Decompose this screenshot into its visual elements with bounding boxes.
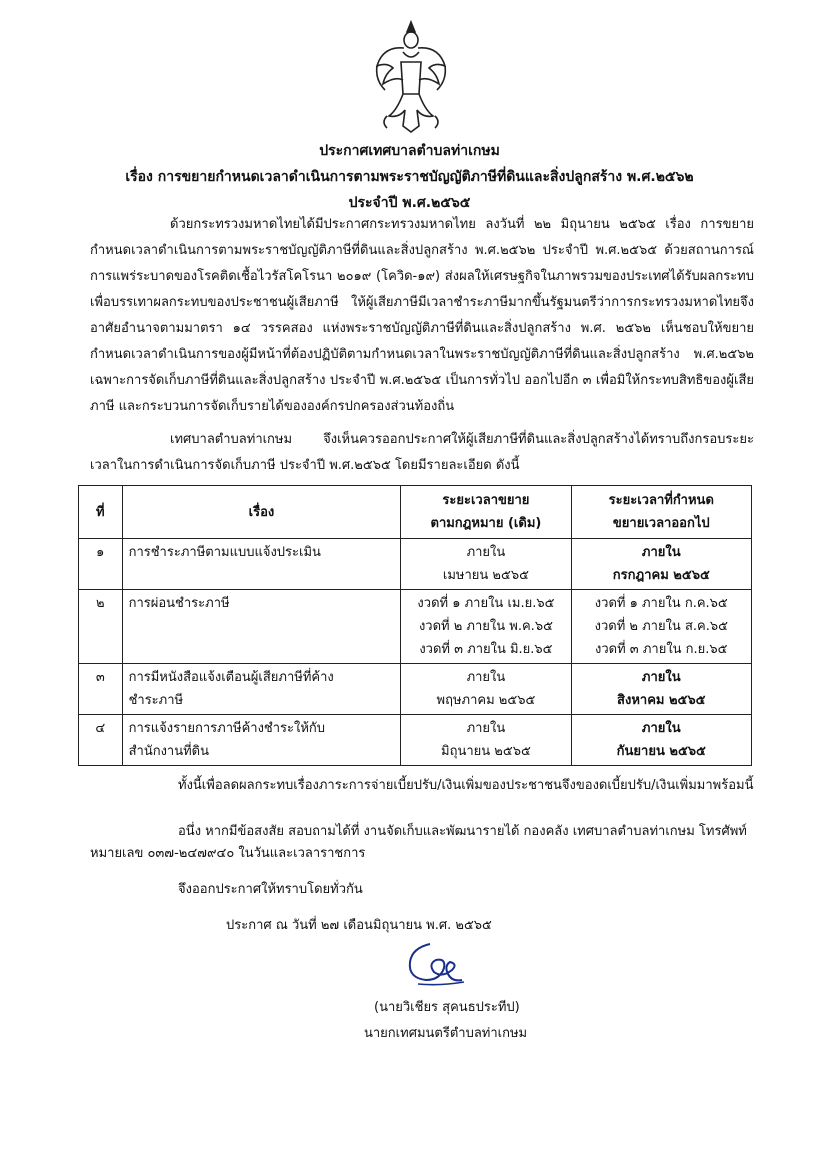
col-header-no: ที่	[79, 486, 123, 539]
row-old-line: ภายใน	[466, 721, 506, 736]
row-new-line: งวดที่ ๓ ภายใน ก.ย.๖๕	[595, 642, 728, 657]
row-new-line: ภายใน	[641, 545, 681, 560]
row-subject	[122, 715, 401, 766]
row-old-line: เมษายน ๒๕๖๕	[442, 568, 529, 583]
row-new-line: งวดที่ ๑ ภายใน ก.ค.๖๕	[594, 596, 728, 611]
row-subject	[122, 664, 401, 715]
row-old-period	[401, 715, 571, 766]
signer-title: นายกเทศมนตรีตำบลท่าเกษม	[364, 1026, 528, 1041]
signature-icon	[400, 940, 470, 988]
row-number: ๑	[79, 539, 123, 590]
announcement-subject: เรื่อง การขยายกำหนดเวลาดำเนินการตามพระราชบัญญัติภาษีที่ดินและสิ่งปลูกสร้าง พ.ศ.๒๕๖๒	[125, 169, 694, 185]
row-old-period	[401, 590, 571, 664]
row-old-line: งวดที่ ๓ ภายใน มิ.ย.๖๕	[419, 642, 553, 657]
row-new-period	[571, 590, 751, 664]
row-new-line: กรกฎาคม ๒๕๖๕	[612, 568, 710, 583]
row-subject	[122, 590, 401, 664]
garuda-emblem-icon	[373, 18, 449, 136]
footer-contact-line2: หมายเลข ๐๓๗-๒๔๗๙๔๐ ในวันและเวลาราชการ	[90, 846, 366, 861]
table-row	[79, 664, 752, 715]
row-subject	[122, 539, 401, 590]
row-new-period	[571, 664, 751, 715]
row-new-period	[571, 539, 751, 590]
announcement-year: ประจำปี พ.ศ.๒๕๖๕	[348, 195, 471, 211]
row-old-line: งวดที่ ๒ ภายใน พ.ค.๖๕	[418, 619, 553, 634]
col-header-old-period	[401, 486, 571, 539]
announcement-org: ประกาศเทศบาลตำบลท่าเกษม	[319, 143, 500, 159]
row-old-line: มิถุนายน ๒๕๖๕	[441, 744, 531, 759]
table-row	[79, 539, 752, 590]
row-number: ๓	[79, 664, 123, 715]
table-header-row	[79, 486, 752, 539]
row-old-line: พฤษภาคม ๒๕๖๕	[436, 693, 536, 708]
row-new-line: กันยายน ๒๕๖๕	[616, 744, 706, 759]
row-old-line: ภายใน	[466, 670, 506, 685]
announcement-date: ประกาศ ณ วันที่ ๒๗ เดือนมิถุนายน พ.ศ. ๒๕๖๕	[226, 918, 492, 933]
table-row	[79, 715, 752, 766]
row-subject-line: การแจ้งรายการภาษีค้างชำระให้กับ	[128, 721, 326, 736]
footer-note-penalty: ทั้งนี้เพื่อลดผลกระทบเรื่องภาระการจ่ายเบี้ยปรับ/เงินเพิ่มของประชาชนจึงของดเบี้ยปรับ/เงินเพิ่มมาพร้อมนี้	[178, 778, 754, 793]
col-header-old-line2: ตามกฎหมาย (เดิม)	[430, 516, 542, 531]
row-new-line: ภายใน	[641, 721, 681, 736]
row-old-period	[401, 664, 571, 715]
row-subject-line: การมีหนังสือแจ้งเตือนผู้เสียภาษีที่ค้าง	[128, 670, 334, 685]
col-header-old-line1: ระยะเวลาขยาย	[442, 493, 530, 508]
row-new-line: สิงหาคม ๒๕๖๕	[617, 693, 706, 708]
col-header-new-period	[571, 486, 751, 539]
row-old-period	[401, 539, 571, 590]
footer-contact-line1: อนึ่ง หากมีข้อสงสัย สอบถามได้ที่ งานจัดเก็บและพัฒนารายได้ กองคลัง เทศบาลตำบลท่าเกษม โทรศัพท์	[178, 824, 747, 839]
row-subject-line: การชำระภาษีตามแบบแจ้งประเมิน	[128, 545, 321, 560]
row-subject-line: การผ่อนชำระภาษี	[128, 596, 230, 611]
body-paragraph-1: ด้วยกระทรวงมหาดไทยได้มีประกาศกระทรวงมหาดไทย ลงวันที่ ๒๒ มิถุนายน ๒๕๖๕ เรื่อง การขยายกำหนดเวลาดำเนินการตามพระราชบัญญัติภาษีที่ดินและสิ่งปลูกสร้าง พ.ศ.๒๕๖๒ ประจำปี พ.ศ.๒๕๖๕ ด้วยสถานการณ์การแพร่ระบาดของโรคติดเชื้อไวรัสโคโรนา ๒๐๑๙ (โควิด-๑๙) ส่งผลให้เศรษฐกิจในภาพรวมของประเทศได้รับผลกระทบ เพื่อบรรเทาผลกระทบของประชาชนผู้เสียภาษี ให้ผู้เสียภาษีมีเวลาชำระภาษีมากขึ้นรัฐมนตรีว่าการกระทรวงมหาดไทยจึงอาศัยอำนาจตามมาตรา ๑๔ วรรคสอง แห่งพระราชบัญญัติภาษีที่ดินและสิ่งปลูกสร้าง พ.ศ. ๒๕๖๒ เห็นชอบให้ขยายกำหนดเวลาดำเนินการของผู้มีหน้าที่ต้องปฏิบัติตามกำหนดเวลาในพระราชบัญญัติภาษีที่ดินและสิ่งปลูกสร้าง พ.ศ.๒๕๖๒ เฉพาะการจัดเก็บภาษีที่ดินและสิ่งปลูกสร้าง ประจำปี พ.ศ.๒๕๖๕ เป็นการทั่วไป ออกไปอีก ๓ เพื่อมิให้กระทบสิทธิของผู้เสียภาษี และกระบวนการจัดเก็บรายได้ขององค์กรปกครองส่วนท้องถิ่น	[90, 217, 754, 414]
table-row	[79, 590, 752, 664]
row-number: ๔	[79, 715, 123, 766]
row-number: ๒	[79, 590, 123, 664]
row-old-line: ภายใน	[466, 545, 506, 560]
body-paragraph-2: เทศบาลตำบลท่าเกษม จึงเห็นควรออกประกาศให้ผู้เสียภาษีที่ดินและสิ่งปลูกสร้างได้ทราบถึงกรอบระยะเวลาในการดำเนินการจัดเก็บภาษี ประจำปี พ.ศ.๒๕๖๕ โดยมีรายละเอียด ดังนี้	[90, 432, 754, 473]
row-new-line: ภายใน	[641, 670, 681, 685]
footer-closing: จึงออกประกาศให้ทราบโดยทั่วกัน	[178, 882, 363, 897]
row-subject-line: สำนักงานที่ดิน	[128, 744, 210, 759]
row-subject-line: ชำระภาษี	[128, 693, 184, 708]
col-header-new-line2: ขยายเวลาออกไป	[612, 516, 710, 531]
row-old-line: งวดที่ ๑ ภายใน เม.ย.๖๕	[417, 596, 555, 611]
row-new-line: งวดที่ ๒ ภายใน ส.ค.๖๕	[594, 619, 728, 634]
row-new-period	[571, 715, 751, 766]
col-header-subject: เรื่อง	[122, 486, 401, 539]
col-header-new-line1: ระยะเวลาที่กำหนด	[608, 493, 714, 508]
schedule-table	[78, 485, 752, 766]
signer-name: (นายวิเชียร สุคนธประทีป)	[374, 1000, 520, 1015]
